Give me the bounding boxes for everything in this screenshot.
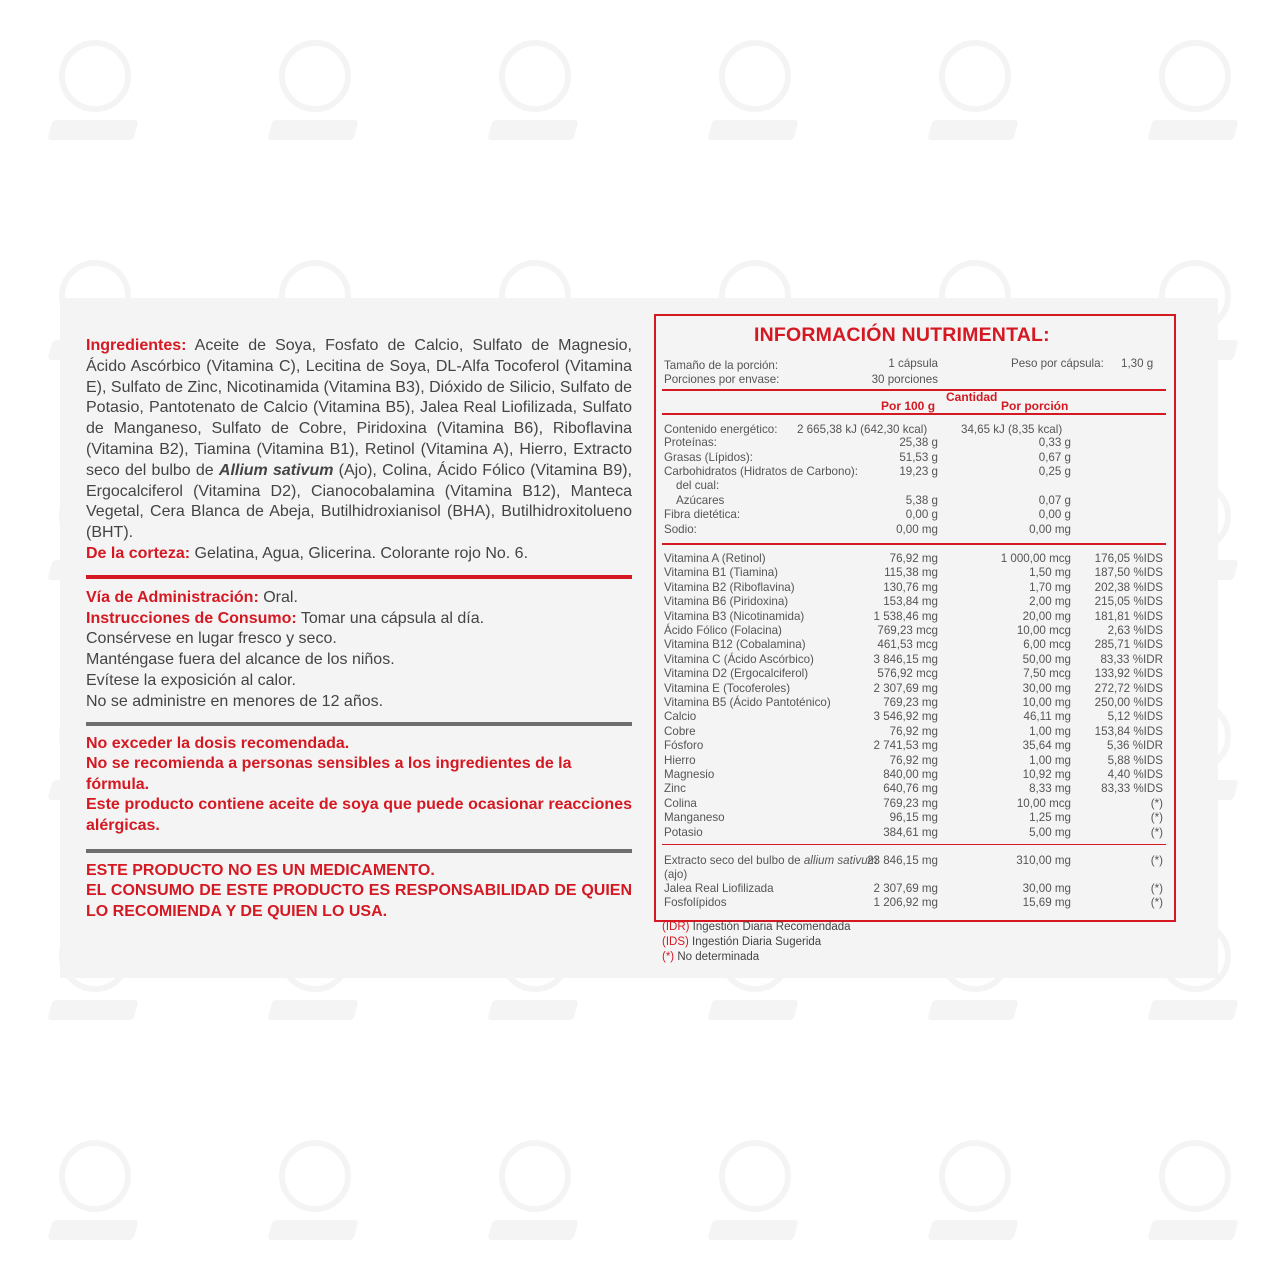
nutrient-perportion: 1,00 mg bbox=[1029, 753, 1071, 767]
nutrient-pct: 5,36 %IDR bbox=[1106, 739, 1163, 753]
nutrient-per100: 153,84 mg bbox=[883, 595, 938, 609]
nutrient-name: Ácido Fólico (Folacina) bbox=[664, 624, 782, 637]
serving-size-value: 1 cápsula bbox=[888, 357, 938, 370]
nutrient-perportion: 10,00 mg bbox=[1022, 696, 1071, 709]
nutrient-per100: 0,00 mg bbox=[896, 523, 938, 536]
nutrient-name: Magnesio bbox=[664, 768, 715, 781]
watermark-logo-icon bbox=[1150, 1140, 1240, 1250]
watermark-logo-icon bbox=[490, 40, 580, 150]
nutrient-name: Hierro bbox=[664, 753, 696, 767]
extract-per100: 23 846,15 mg bbox=[867, 854, 938, 867]
nutrient-per100: 1 538,46 mg bbox=[873, 609, 938, 623]
nutrient-perportion: 8,33 mg bbox=[1029, 782, 1071, 796]
watermark-logo-icon bbox=[270, 1140, 360, 1250]
watermark-logo-icon bbox=[50, 1140, 140, 1250]
column-per100-header: Por 100 g bbox=[881, 399, 936, 413]
nutrient-name: Vitamina B6 (Piridoxina) bbox=[664, 595, 789, 609]
nutrient-perportion: 1,25 mg bbox=[1029, 811, 1071, 825]
legal-notice-1: ESTE PRODUCTO NO ES UN MEDICAMENTO. bbox=[86, 861, 435, 879]
divider-gray-2 bbox=[86, 849, 632, 853]
nutrient-pct: 83,33 %IDS bbox=[1101, 782, 1163, 796]
footnote-key: (*) bbox=[662, 951, 675, 963]
watermark-logo-icon bbox=[50, 40, 140, 150]
micros-rule bbox=[662, 844, 1166, 845]
nutrient-perportion: 10,92 mg bbox=[1022, 768, 1071, 781]
nutrient-per100: 130,76 mg bbox=[883, 580, 938, 594]
nutrient-perportion: 0,67 g bbox=[1038, 451, 1071, 464]
extract-pct: (*) bbox=[1150, 854, 1163, 867]
divider-gray-1 bbox=[86, 722, 632, 726]
watermark-logo-icon bbox=[270, 40, 360, 150]
nutrient-name: Zinc bbox=[664, 782, 686, 796]
energy-label: Contenido energético: bbox=[664, 423, 778, 436]
nutrient-per100: 115,38 mg bbox=[884, 566, 938, 580]
nutrient-per100: 840,00 mg bbox=[883, 768, 938, 781]
nutrient-name: Vitamina E (Tocoferoles) bbox=[664, 681, 791, 695]
nutrient-name: Vitamina C (Ácido Ascórbico) bbox=[664, 652, 814, 666]
nutrient-perportion: 1,50 mg bbox=[1029, 566, 1071, 580]
nutrient-pct: 83,33 %IDR bbox=[1100, 652, 1163, 666]
footnote-text: Ingestión Diaria Recomendada bbox=[689, 921, 851, 933]
route-value: Oral. bbox=[258, 588, 298, 606]
nutrient-per100: 19,23 g bbox=[899, 465, 938, 478]
nutrient-pct: 272,72 %IDS bbox=[1094, 681, 1163, 695]
nutrient-perportion: 46,11 mg bbox=[1023, 710, 1071, 724]
nutrient-name: del cual: bbox=[676, 479, 720, 492]
legal-notice-2: EL CONSUMO DE ESTE PRODUCTO ES RESPONSABILIDAD DE QUIEN LO RECOMIENDA Y DE QUIEN LO USA. bbox=[86, 882, 632, 920]
footnote bbox=[662, 921, 851, 933]
nutrient-per100: 51,53 g bbox=[899, 451, 938, 464]
nutrient-perportion: 0,07 g bbox=[1038, 494, 1071, 507]
nutrient-perportion: 0,25 g bbox=[1038, 465, 1071, 478]
nutrient-pct: 5,12 %IDS bbox=[1107, 710, 1163, 724]
extract-label-ajo bbox=[664, 868, 687, 882]
nutrient-perportion: 10,00 mcg bbox=[1016, 624, 1071, 637]
footnote-text: Ingestión Diaria Sugerida bbox=[688, 936, 822, 948]
nutrition-title: INFORMACIÓN NUTRIMENTAL: bbox=[754, 324, 1050, 346]
extract-label-text: Extracto seco del bulbo de bbox=[664, 854, 804, 867]
footnote bbox=[662, 936, 821, 948]
footnote-key: (IDS) bbox=[662, 936, 689, 948]
ingredients-heading: Ingredientes: bbox=[86, 337, 187, 354]
nutrient-perportion: 0,00 g bbox=[1038, 508, 1071, 521]
watermark-logo-icon bbox=[710, 40, 800, 150]
watermark-logo-icon bbox=[710, 1140, 800, 1250]
nutrient-per100: 76,92 mg bbox=[889, 552, 938, 565]
warning-2: No se recomienda a personas sensibles a los ingredientes de la fórmula. bbox=[86, 755, 572, 793]
nutrient-name: Vitamina B1 (Tiamina) bbox=[664, 566, 779, 580]
nutrient-pct: (*) bbox=[1150, 882, 1163, 895]
capsule-weight-label: Peso por cápsula: bbox=[1011, 357, 1104, 370]
nutrient-name: Carbohidratos (Hidratos de Carbono): bbox=[664, 465, 858, 478]
nutrient-pct: 133,92 %IDS bbox=[1094, 667, 1163, 681]
nutrient-per100: 76,92 mg bbox=[889, 753, 938, 767]
instructions-heading: Instrucciones de Consumo: bbox=[86, 609, 297, 627]
nutrient-per100: 2 307,69 mg bbox=[873, 882, 938, 895]
nutrient-per100: 576,92 mcg bbox=[877, 667, 938, 681]
nutrient-pct: 4,40 %IDS bbox=[1107, 768, 1163, 781]
nutrient-per100: 2 307,69 mg bbox=[873, 681, 938, 695]
extract-label-latin: allium sativum bbox=[803, 854, 878, 867]
nutrient-per100: 384,61 mg bbox=[883, 825, 938, 839]
nutrient-pct: 250,00 %IDS bbox=[1094, 696, 1163, 709]
nutrient-perportion: 1,70 mg bbox=[1029, 580, 1071, 594]
nutrient-name: Calcio bbox=[664, 710, 697, 724]
nutrient-pct: (*) bbox=[1150, 825, 1163, 839]
footnote-text: No determinada bbox=[674, 951, 760, 963]
nutrient-pct: 202,38 %IDS bbox=[1094, 580, 1163, 594]
nutrient-perportion: 50,00 mg bbox=[1022, 652, 1071, 666]
watermark-logo-icon bbox=[1150, 40, 1240, 150]
nutrient-perportion: 20,00 mg bbox=[1022, 609, 1071, 623]
nutrient-perportion: 1,00 mg bbox=[1029, 724, 1071, 738]
ingredients-text-a: Aceite de Soya, Fosfato de Calcio, Sulfato de Magnesio, Ácido Ascórbico (Vitamina C), Lecitina de Soya, DL-Alfa Tocoferol (Vitamina E), Sulfato de Zinc, Nicotinamida (Vitamina B3), Dióxido de Silicio, Sulfato de Potasio, Pantotenato de Calcio (Vitamina B5), Jalea Real Liofilizada, Sulfato de Manganeso, Sulfato de Cobre, Piridoxina (Vitamina B6), Riboflavina (Vitamina B2), Tiamina (Vitamina B1), Retinol (Vitamina A), Hierro, Extracto seco del bulbo de bbox=[86, 337, 632, 479]
nutrient-name: Fosfolípidos bbox=[664, 896, 727, 910]
nutrient-per100: 640,76 mg bbox=[883, 782, 938, 796]
nutrient-name: Proteínas: bbox=[664, 436, 717, 449]
nutrient-name: Vitamina B3 (Nicotinamida) bbox=[664, 609, 805, 623]
nutrient-name: Jalea Real Liofilizada bbox=[664, 882, 774, 895]
storage-line-3: Evítese la exposición al calor. bbox=[86, 671, 296, 689]
nutrient-per100: 96,15 mg bbox=[889, 811, 938, 825]
shell-heading: De la corteza: bbox=[86, 544, 191, 562]
shell-block bbox=[86, 544, 632, 565]
nutrient-pct: 215,05 %IDS bbox=[1094, 595, 1163, 609]
energy-perportion: 34,65 kJ (8,35 kcal) bbox=[961, 423, 1063, 436]
nutrient-per100: 76,92 mg bbox=[889, 724, 938, 738]
nutrient-per100: 0,00 g bbox=[905, 508, 938, 521]
nutrient-name: Manganeso bbox=[664, 811, 725, 825]
instructions-value: Tomar una cápsula al día. bbox=[296, 609, 485, 627]
serving-size-label: Tamaño de la porción: bbox=[664, 359, 779, 372]
nutrient-per100: 461,53 mcg bbox=[877, 638, 938, 652]
nutrient-pct: 176,05 %IDS bbox=[1094, 552, 1163, 565]
nutrient-name: Fósforo bbox=[664, 739, 704, 753]
nutrient-pct: 285,71 %IDS bbox=[1094, 638, 1163, 652]
nutrient-perportion: 2,00 mg bbox=[1029, 595, 1071, 609]
nutrient-name: Grasas (Lípidos): bbox=[664, 451, 753, 464]
nutrient-pct: (*) bbox=[1150, 796, 1163, 810]
nutrient-name: Vitamina B12 (Cobalamina) bbox=[664, 638, 806, 652]
nutrient-perportion: 30,00 mg bbox=[1022, 681, 1071, 695]
nutrient-name: Vitamina B5 (Ácido Pantoténico) bbox=[664, 696, 831, 709]
nutrient-per100: 3 546,92 mg bbox=[873, 710, 938, 724]
shell-text: Gelatina, Agua, Glicerina. Colorante rojo No. 6. bbox=[190, 544, 529, 562]
nutrient-perportion: 15,69 mg bbox=[1022, 896, 1071, 910]
nutrient-per100: 769,23 mg bbox=[883, 796, 938, 810]
column-perportion-header: Por porción bbox=[1001, 399, 1069, 413]
portions-value: 30 porciones bbox=[871, 373, 938, 386]
warning-3: Este producto contiene aceite de soya que puede ocasionar reacciones alérgicas. bbox=[86, 796, 632, 834]
nutrient-per100: 25,38 g bbox=[899, 436, 938, 449]
watermark-logo-icon bbox=[930, 40, 1020, 150]
route-heading: Vía de Administración: bbox=[86, 588, 259, 606]
nutrient-name: Fibra dietética: bbox=[664, 508, 741, 521]
ingredients-text-b: (Ajo), Colina, Ácido Fólico (Vitamina B9), Ergocalciferol (Vitamina D2), Cianocobalamina (Vitamina B12), Manteca Vegetal, Cera Blanca de Abeja, Butilhidroxianisol (BHA), Butilhidroxitolueno (BHT). bbox=[86, 461, 633, 542]
capsule-weight-value: 1,30 g bbox=[1121, 357, 1154, 370]
watermark-logo-icon bbox=[490, 1140, 580, 1250]
nutrient-pct: 181,81 %IDS bbox=[1094, 609, 1163, 623]
nutrient-perportion: 30,00 mg bbox=[1022, 882, 1071, 895]
nutrient-perportion: 7,50 mcg bbox=[1023, 667, 1071, 681]
label-left-column bbox=[86, 336, 632, 922]
nutrient-perportion: 6,00 mcg bbox=[1023, 638, 1071, 652]
extract-label-ajo-text: (ajo) bbox=[664, 868, 688, 881]
storage-line-4: No se administre en menores de 12 años. bbox=[86, 692, 384, 710]
header-rule-top bbox=[662, 389, 1166, 391]
nutrient-perportion: 35,64 mg bbox=[1022, 739, 1071, 753]
nutrient-per100: 769,23 mcg bbox=[877, 624, 938, 637]
nutrient-per100: 5,38 g bbox=[905, 494, 938, 507]
energy-per100: 2 665,38 kJ (642,30 kcal) bbox=[797, 423, 928, 436]
administration-route bbox=[86, 588, 632, 609]
nutrient-pct: 187,50 %IDS bbox=[1094, 566, 1163, 580]
nutrient-name: Colina bbox=[664, 796, 697, 810]
nutrient-perportion: 10,00 mcg bbox=[1016, 796, 1071, 810]
nutrient-pct: 153,84 %IDS bbox=[1094, 724, 1163, 738]
nutrient-pct: (*) bbox=[1150, 896, 1163, 910]
footnote-key: (IDR) bbox=[662, 921, 690, 933]
ingredients-latin-name: Allium sativum bbox=[218, 461, 334, 479]
nutrient-perportion: 1 000,00 mcg bbox=[1000, 552, 1071, 565]
macros-rule bbox=[662, 543, 1166, 545]
extract-perportion: 310,00 mg bbox=[1016, 854, 1071, 867]
nutrient-name: Potasio bbox=[664, 825, 703, 839]
storage-line-2: Manténgase fuera del alcance de los niños. bbox=[86, 651, 395, 669]
nutrient-pct: (*) bbox=[1150, 811, 1163, 825]
divider-red bbox=[86, 575, 632, 579]
nutrient-name: Cobre bbox=[664, 724, 696, 738]
nutrient-per100: 769,23 mg bbox=[883, 696, 938, 709]
nutrient-per100: 1 206,92 mg bbox=[873, 896, 938, 910]
nutrient-per100: 3 846,15 mg bbox=[873, 652, 938, 666]
nutrient-name: Vitamina D2 (Ergocalciferol) bbox=[664, 667, 809, 681]
nutrient-pct: 5,88 %IDS bbox=[1107, 753, 1163, 767]
header-rule-bottom bbox=[662, 413, 1166, 415]
nutrient-per100: 2 741,53 mg bbox=[873, 739, 938, 753]
footnote bbox=[662, 951, 759, 963]
ingredients-block bbox=[86, 336, 632, 544]
nutrient-perportion: 0,00 mg bbox=[1029, 523, 1071, 536]
nutrient-perportion: 5,00 mg bbox=[1029, 825, 1071, 839]
watermark-logo-icon bbox=[930, 1140, 1020, 1250]
column-amount-header: Cantidad bbox=[946, 390, 998, 404]
storage-line-1: Consérvese en lugar fresco y seco. bbox=[86, 630, 337, 648]
nutrient-name: Sodio: bbox=[664, 523, 697, 536]
nutrient-pct: 2,63 %IDS bbox=[1107, 624, 1163, 637]
nutrient-name: Vitamina B2 (Riboflavina) bbox=[664, 580, 795, 594]
nutrient-name: Vitamina A (Retinol) bbox=[664, 552, 766, 565]
nutrient-perportion: 0,33 g bbox=[1038, 436, 1071, 449]
nutrient-name: Azúcares bbox=[676, 494, 725, 507]
warning-1: No exceder la dosis recomendada. bbox=[86, 734, 350, 752]
portions-label: Porciones por envase: bbox=[664, 373, 780, 386]
administration-instructions bbox=[86, 609, 632, 630]
